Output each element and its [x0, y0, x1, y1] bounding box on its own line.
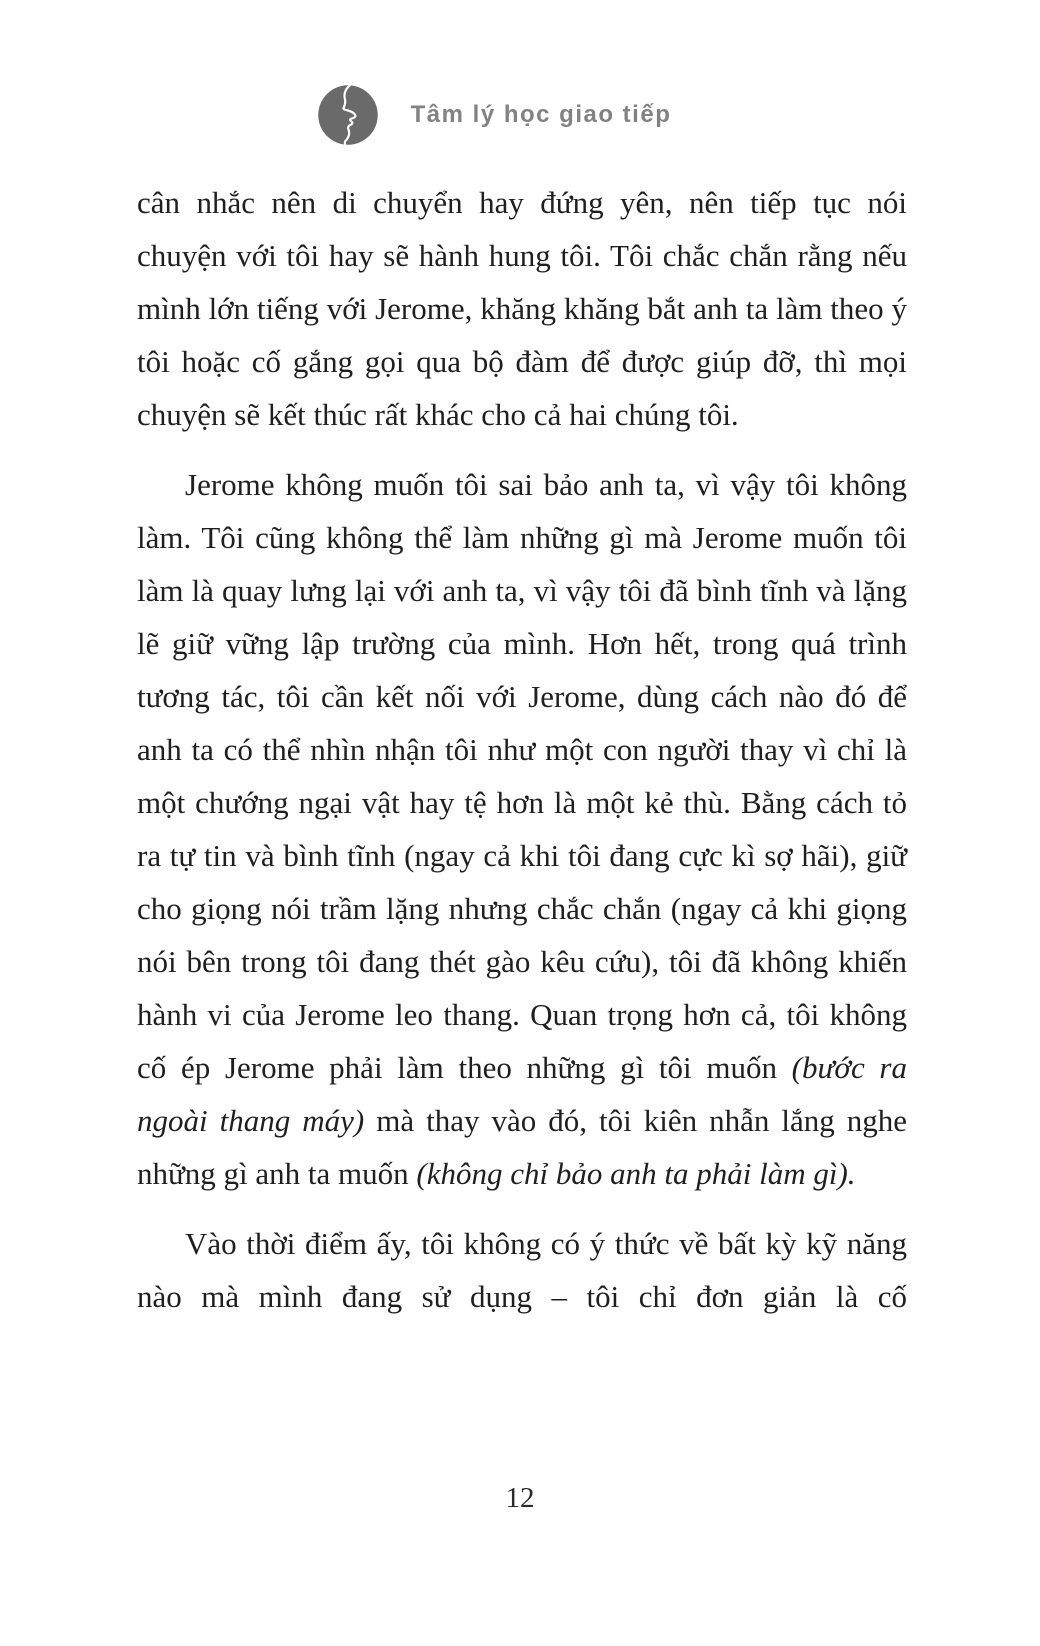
- body-paragraph: [137, 458, 907, 1200]
- page-number: 12: [505, 1482, 535, 1514]
- face-profile-logo-icon: [317, 84, 379, 146]
- running-header-title: Tâm lý học giao tiếp: [410, 101, 672, 128]
- text-segment: Jerome không muốn tôi sai bảo anh ta, vì vậy tôi không làm. Tôi cũng không thể làm những gì mà Jerome muốn tôi làm là quay lưng lại với anh ta, vì vậy tôi đã bình tĩnh và lặng lẽ giữ vững lập trường của mình. Hơn hết, trong quá trình tương tác, tôi cần kết nối với Jerome, dùng cách nào đó để anh ta có thể nhìn nhận tôi như một con người thay vì chỉ là một chướng ngại vật hay tệ hơn là một kẻ thù. Bằng cách tỏ ra tự tin và bình tĩnh (ngay cả khi tôi đang cực kì sợ hãi), giữ cho giọng nói trầm lặng nhưng chắc chắn (ngay cả khi giọng nói bên trong tôi đang thét gào kêu cứu), tôi đã không khiến hành vi của Jerome leo thang. Quan trọng hơn cả, tôi không cố ép Jerome phải làm theo những gì tôi muốn: [137, 467, 907, 1085]
- text-segment: cân nhắc nên di chuyển hay đứng yên, nên tiếp tục nói chuyện với tôi hay sẽ hành hung tôi. Tôi chắc chắn rằng nếu mình lớn tiếng với Jerome, khăng khăng bắt anh ta làm theo ý tôi hoặc cố gắng gọi qua bộ đàm để được giúp đỡ, thì mọi chuyện sẽ kết thúc rất khác cho cả hai chúng tôi.: [137, 185, 907, 432]
- body-paragraph: [137, 176, 907, 441]
- italic-phrase: (không chỉ bảo anh ta phải làm gì).: [416, 1156, 856, 1191]
- page-footer: [0, 1482, 1040, 1515]
- page-body: [137, 176, 907, 1340]
- running-header: [0, 84, 1014, 146]
- text-segment: mà thay vào đó, tôi kiên nhẫn lắng nghe những gì anh ta muốn: [137, 1103, 907, 1191]
- body-paragraph: [137, 1217, 907, 1323]
- text-segment: Vào thời điểm ấy, tôi không có ý thức về bất kỳ kỹ năng nào mà mình đang sử dụng – tôi chỉ đơn giản là cố: [137, 1226, 907, 1314]
- italic-phrase: (bước ra ngoài thang máy): [137, 1050, 907, 1138]
